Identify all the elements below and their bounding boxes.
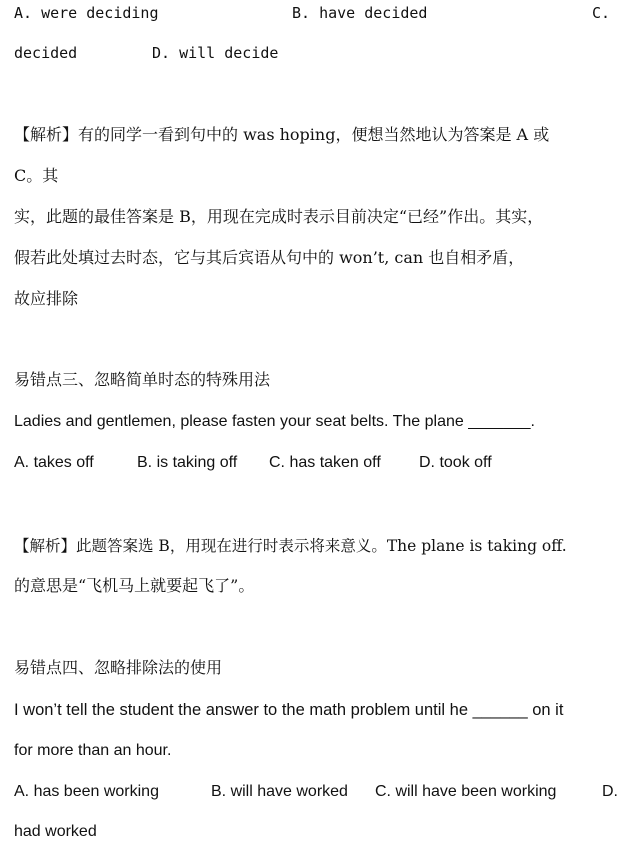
section-heading: 易错点三、忽略简单时态的特殊用法	[14, 370, 271, 389]
analysis-line: 【解析】此题答案选 B，用现在进行时表示将来意义。The plane is taking off.	[14, 537, 567, 555]
option-b: B. is taking off	[137, 454, 238, 471]
question-text: Ladies and gentlemen, please fasten your seat belts. The plane _______.	[14, 413, 535, 430]
option-b: B. will have worked	[211, 783, 348, 800]
question-text: for more than an hour.	[14, 742, 172, 759]
question-text: I won’t tell the student the answer to the math problem until he ______ on it	[14, 701, 564, 719]
option-d: D. took off	[419, 454, 492, 471]
analysis-line: 【解析】有的同学一看到句中的 was hoping，便想当然地认为答案是 A 或	[14, 125, 550, 144]
analysis-line: C。其	[14, 166, 59, 185]
option-c: C. has taken off	[269, 454, 381, 471]
analysis-line: 故应排除	[14, 289, 79, 308]
option-a: A. takes off	[14, 454, 94, 471]
option-b: B. have decided	[292, 4, 428, 22]
option-c: C. will have been working	[375, 783, 557, 800]
option-d-continued: had worked	[14, 823, 97, 840]
option-d: D.	[602, 783, 618, 800]
option-a: A. were deciding	[14, 4, 159, 22]
option-d: D. will decide	[152, 44, 279, 62]
analysis-line: 实，此题的最佳答案是 B，用现在完成时表示目前决定“已经”作出。其实，	[14, 207, 544, 226]
option-a: A. has been working	[14, 783, 159, 800]
section-heading: 易错点四、忽略排除法的使用	[14, 658, 223, 677]
analysis-line: 假若此处填过去时态，它与其后宾语从句中的 won’t, can 也自相矛盾，	[14, 248, 525, 267]
option-c: C.	[592, 4, 611, 22]
option-c-continued: decided	[14, 44, 78, 62]
analysis-line: 的意思是“飞机马上就要起飞了”。	[14, 576, 255, 595]
